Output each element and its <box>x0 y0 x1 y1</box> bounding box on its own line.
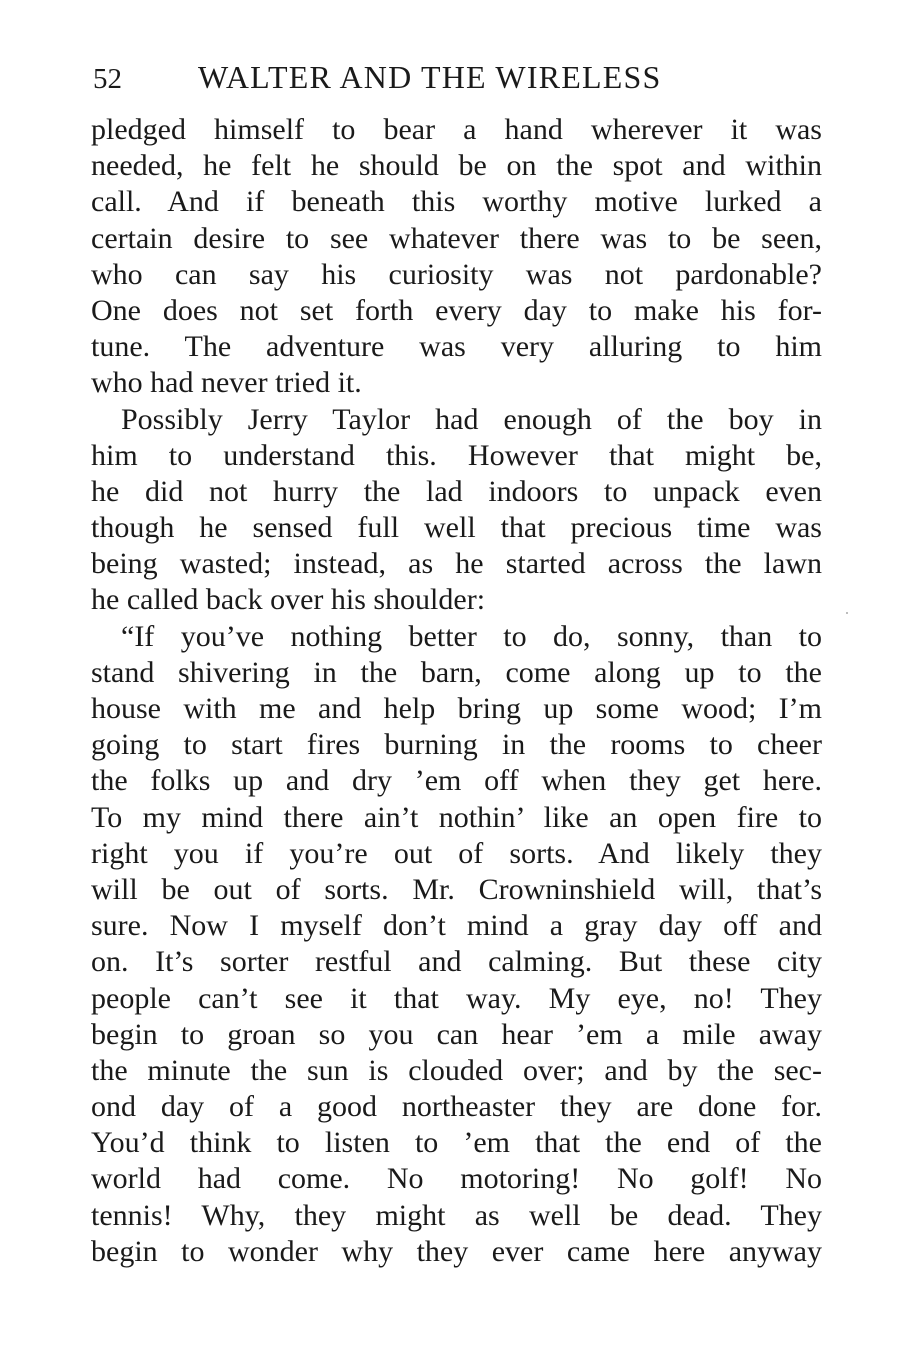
text-line: “If you’ve nothing better to do, sonny, than to <box>121 619 822 653</box>
text-line: You’d think to listen to ’em that the end of the <box>91 1126 822 1160</box>
text-line: being wasted; instead, as he started across the lawn <box>91 547 822 581</box>
body-text <box>91 112 822 1270</box>
text-line: tennis! Why, they might as well be dead. They <box>91 1198 822 1232</box>
text-line: him to understand this. However that might be, <box>91 438 822 472</box>
text-line: pledged himself to bear a hand wherever it was <box>91 113 822 146</box>
text-line: the minute the sun is clouded over; and by the sec- <box>91 1053 822 1087</box>
text-line: begin to wonder why they ever came here anyway <box>91 1234 822 1268</box>
text-line: call. And if beneath this worthy motive lurked a <box>91 185 822 219</box>
scan-speck <box>846 612 848 614</box>
text-line: he called back over his shoulder: <box>91 583 486 617</box>
text-line: One does not set forth every day to make his for- <box>91 293 822 327</box>
text-line: begin to groan so you can hear ’em a mile away <box>91 1017 822 1051</box>
text-line: stand shivering in the barn, come along up to the <box>91 655 822 689</box>
text-line: will be out of sorts. Mr. Crowninshield will, that’s <box>91 872 822 906</box>
text-line: on. It’s sorter restful and calming. But these city <box>91 945 822 979</box>
text-line: To my mind there ain’t nothin’ like an open fire to <box>91 800 822 834</box>
text-line: world had come. No motoring! No golf! No <box>91 1162 822 1196</box>
text-line: who can say his curiosity was not pardonable? <box>91 257 822 291</box>
text-line: right you if you’re out of sorts. And likely they <box>91 836 822 870</box>
text-line: house with me and help bring up some wood; I’m <box>91 692 822 725</box>
text-line: who had never tried it. <box>91 366 362 400</box>
running-head: WALTER AND THE WIRELESS <box>198 59 662 95</box>
text-line: he did not hurry the lad indoors to unpack even <box>91 474 822 508</box>
text-line: needed, he felt he should be on the spot and within <box>91 149 822 183</box>
text-line: though he sensed full well that precious time was <box>91 511 822 545</box>
text-line: the folks up and dry ’em off when they get here. <box>91 764 822 798</box>
text-line: certain desire to see whatever there was to be seen, <box>91 221 822 255</box>
text-line: ond day of a good northeaster they are done for. <box>91 1090 822 1124</box>
text-line: going to start fires burning in the rooms to cheer <box>91 728 822 762</box>
text-line: Possibly Jerry Taylor had enough of the boy in <box>121 402 822 436</box>
page-number: 52 <box>93 63 122 95</box>
text-line: people can’t see it that way. My eye, no! They <box>91 981 822 1015</box>
text-line: sure. Now I myself don’t mind a gray day off and <box>91 909 822 943</box>
text-line: tune. The adventure was very alluring to him <box>91 330 822 364</box>
page-header <box>91 52 822 102</box>
book-page <box>91 52 822 1270</box>
